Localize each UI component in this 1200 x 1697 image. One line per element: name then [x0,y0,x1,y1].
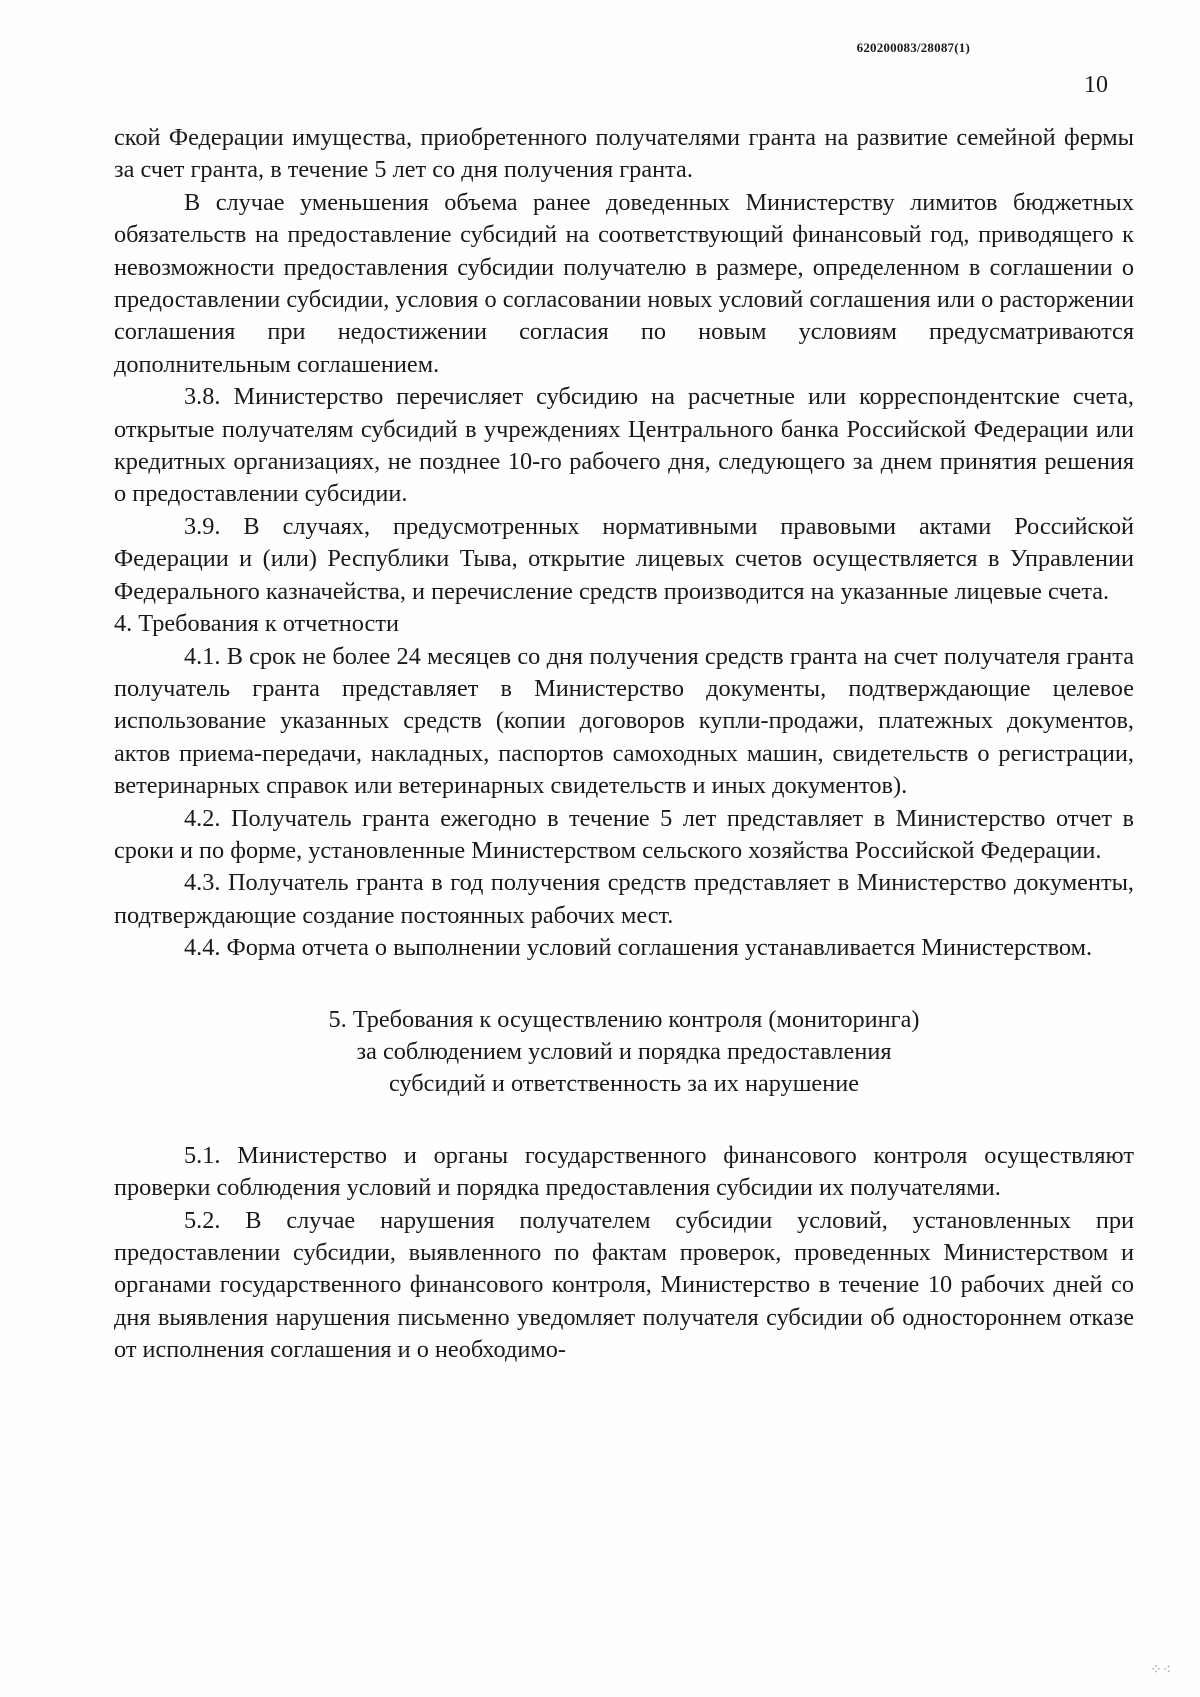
document-body [114,122,1134,1367]
paragraph-4-2: 4.2. Получатель гранта ежегодно в течение 5 лет представляет в Министерство отчет в сроки и по форме, установленные Министерством сельского хозяйства Российской Федерации. [114,804,1134,864]
scan-artifact-mark: ⁘⁖ [1150,1663,1172,1678]
section-5-title [114,1004,1134,1101]
paragraph-3-8: 3.8. Министерство перечисляет субсидию на расчетные или корреспондентские счета, открытые получателям субсидий в учреждениях Центрального банка Российской Федерации или кредитных организациях, не позднее 10-го рабочего дня, следующего за днем принятия решения о предоставлении субсидии. [114,383,1134,508]
paragraph-3-9: 3.9. В случаях, предусмотренных нормативными правовыми актами Российской Федерации и (или) Республики Тыва, открытие лицевых счетов осуществляется в Управлении Федерального казначейства, и перечисление средств производится на указанные лицевые счета. [114,512,1134,605]
section-5-title-line: 5. Требования к осуществлению контроля (мониторинга) [328,1005,920,1033]
paragraph-continuation: ской Федерации имущества, приобретенного получателями гранта на развитие семейной фермы за счет гранта, в течение 5 лет со дня получения гранта. [114,124,1134,184]
document-id: 620200083/28087(1) [856,40,970,55]
paragraph-4-4: 4.4. Форма отчета о выполнении условий соглашения устанавливается Министерством. [184,934,1093,962]
page-number: 10 [1084,72,1108,98]
paragraph-5-2: 5.2. В случае нарушения получателем субсидии условий, установленных при предоставлении субсидии, выявленного по фактам проверок, проведенных Министерством и органами государственного финансового контроля, Министерство в течение 10 рабочих дней со дня выявления нарушения письменно уведомляет получателя субсидии об одностороннем отказе от исполнения соглашения и о необходимо- [114,1206,1134,1364]
section-5-title-line: за соблюдением условий и порядка предоставления [356,1037,892,1065]
paragraph-4-1: 4.1. В срок не более 24 месяцев со дня получения средств гранта на счет получателя гранта получатель гранта представляет в Министерство документы, подтверждающие целевое использование указанных средств (копии договоров купли-продажи, платежных документов, актов приема-передачи, накладных, паспортов самоходных машин, свидетельств о регистрации, ветеринарных справок или ветеринарных свидетельств и иных документов). [114,642,1134,800]
section-4-title: 4. Требования к отчетности [114,610,399,638]
paragraph-budget-limits: В случае уменьшения объема ранее доведенных Министерству лимитов бюджетных обязательств на предоставление субсидий на соответствующий финансовый год, приводящего к невозможности предоставления субсидии получателю в размере, определенном в соглашении о предоставлении субсидии, условия о согласовании новых условий соглашения или о расторжении соглашения при недостижении согласия по новым условиям предусматриваются дополнительным соглашением. [114,188,1134,378]
section-5-title-line: субсидий и ответственность за их нарушение [389,1070,859,1098]
paragraph-4-3: 4.3. Получатель гранта в год получения средств представляет в Министерство документы, подтверждающие создание постоянных рабочих мест. [114,869,1134,929]
paragraph-5-1: 5.1. Министерство и органы государственного финансового контроля осуществляют проверки соблюдения условий и порядка предоставления субсидии их получателями. [114,1141,1134,1202]
